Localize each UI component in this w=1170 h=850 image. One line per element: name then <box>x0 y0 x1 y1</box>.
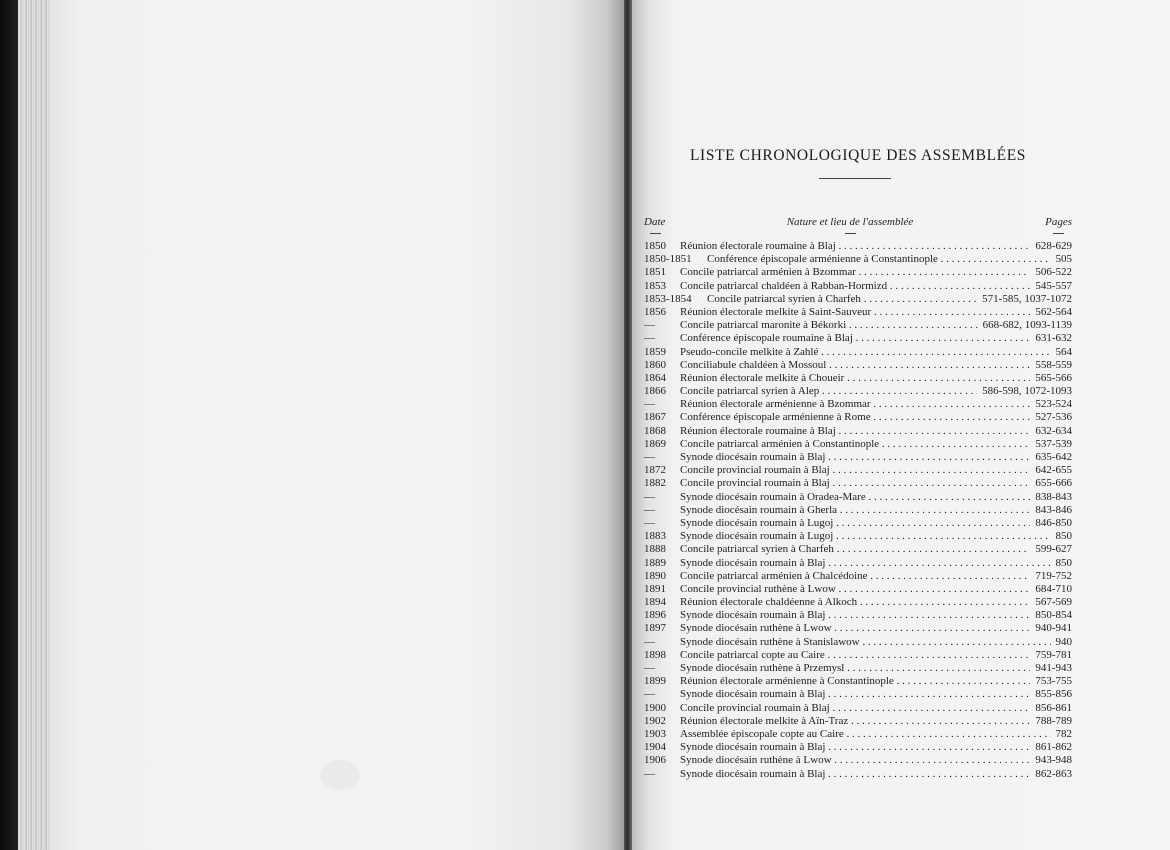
row-pages: 562-564 <box>1030 306 1072 319</box>
row-pages: 850-854 <box>1030 609 1072 622</box>
row-assembly: Concile provincial roumain à Blaj . . . <box>680 464 1072 477</box>
row-date: — <box>644 635 655 648</box>
row-date: 1872 <box>644 464 666 477</box>
title-rule <box>819 178 891 179</box>
row-assembly: Concile patriarcal maronite à Békorki . . . <box>680 319 1072 332</box>
row-assembly: Concile patriarcal syrien à Charfeh . . . <box>680 543 1072 556</box>
row-assembly: Conférence épiscopale roumaine à Blaj . . . <box>680 332 1072 345</box>
list-row <box>644 346 1072 359</box>
row-pages: 943-948 <box>1030 754 1072 767</box>
row-date: 1904 <box>644 741 666 754</box>
list-row <box>644 451 1072 464</box>
book-gutter <box>624 0 632 850</box>
row-pages: 940-941 <box>1030 622 1072 635</box>
row-pages: 843-846 <box>1030 504 1072 517</box>
list-row <box>644 240 1072 253</box>
row-pages: 655-666 <box>1030 477 1072 490</box>
row-date: 1860 <box>644 358 666 371</box>
row-assembly: Concile patriarcal syrien à Charfeh . . . <box>707 293 1072 306</box>
row-date: 1850-1851 <box>644 253 692 266</box>
row-assembly: Synode diocésain ruthène à Lwow . . . <box>680 754 1072 767</box>
list-row <box>644 675 1072 688</box>
row-date: 1898 <box>644 648 666 661</box>
row-pages: 537-539 <box>1030 438 1072 451</box>
row-date: 1888 <box>644 543 666 556</box>
row-assembly: Synode diocésain roumain à Blaj . . . <box>680 451 1072 464</box>
left-page-blank <box>50 0 625 850</box>
header-date: Date <box>644 216 666 228</box>
row-pages: 558-559 <box>1030 359 1072 372</box>
row-date: 1902 <box>644 714 666 727</box>
list-row <box>644 253 1072 266</box>
row-pages: 668-682, 1093-1139 <box>978 319 1072 332</box>
list-row <box>644 728 1072 741</box>
row-assembly: Concile patriarcal copte au Caire . . . <box>680 649 1072 662</box>
list-row <box>644 332 1072 345</box>
row-assembly: Synode diocésain roumain à Blaj . . . <box>680 557 1072 570</box>
list-row <box>644 530 1072 543</box>
row-assembly: Réunion électorale arménienne à Bzommar . . . <box>680 398 1072 411</box>
row-assembly: Assemblée épiscopale copte au Caire . . . <box>680 728 1072 741</box>
row-pages: 861-862 <box>1030 741 1072 754</box>
row-assembly: Concile patriarcal arménien à Constantinople . . . <box>680 438 1072 451</box>
list-row <box>644 557 1072 570</box>
list-row <box>644 398 1072 411</box>
row-date: 1850 <box>644 240 666 252</box>
row-pages: 684-710 <box>1030 583 1072 596</box>
row-pages: 642-655 <box>1030 464 1072 477</box>
row-date: — <box>644 490 655 503</box>
list-row <box>644 754 1072 767</box>
row-pages: 855-856 <box>1030 688 1072 701</box>
row-pages: 567-569 <box>1030 596 1072 609</box>
row-assembly: Conciliabule chaldéen à Mossoul . . . <box>680 359 1072 372</box>
row-assembly: Synode diocésain ruthène à Przemysl . . . <box>680 662 1072 675</box>
row-assembly: Synode diocésain roumain à Blaj . . . <box>680 741 1072 754</box>
row-assembly: Réunion électorale arménienne à Constantinople . . . <box>680 675 1072 688</box>
row-date: 1853-1854 <box>644 292 692 305</box>
page-title: LISTE CHRONOLOGIQUE DES ASSEMBLÉES <box>689 147 1026 164</box>
row-pages: 838-843 <box>1030 491 1072 504</box>
row-pages: 599-627 <box>1030 543 1072 556</box>
header-date-rule <box>650 233 661 234</box>
list-row <box>644 543 1072 556</box>
row-assembly: Réunion électorale melkite à Saint-Sauveur . . . <box>680 306 1072 319</box>
row-pages: 565-566 <box>1030 372 1072 385</box>
list-row <box>644 662 1072 675</box>
row-assembly: Conférence épiscopale arménienne à Constantinople . . . <box>707 253 1072 266</box>
row-assembly: Synode diocésain ruthène à Stanislawow . . . <box>680 636 1072 649</box>
row-date: — <box>644 398 655 411</box>
book-edge-dark <box>0 0 18 850</box>
row-assembly: Conférence épiscopale arménienne à Rome . . . <box>680 411 1072 424</box>
row-date: — <box>644 503 655 516</box>
row-pages: 506-522 <box>1030 266 1072 279</box>
list-row <box>644 636 1072 649</box>
row-assembly: Concile patriarcal syrien à Alep . . . <box>680 385 1072 398</box>
row-date: 1894 <box>644 596 666 609</box>
list-row <box>644 293 1072 306</box>
row-assembly: Réunion électorale melkite à Aïn-Traz . . . <box>680 715 1072 728</box>
row-date: — <box>644 516 655 529</box>
list-row <box>644 319 1072 332</box>
row-pages: 631-632 <box>1030 332 1072 345</box>
list-row <box>644 372 1072 385</box>
paper-stain <box>320 760 360 790</box>
row-assembly: Réunion électorale roumaine à Blaj . . . <box>680 240 1072 253</box>
row-pages: 635-642 <box>1030 451 1072 464</box>
row-date: 1890 <box>644 569 666 582</box>
assembly-list <box>644 240 1072 781</box>
row-date: — <box>644 451 655 463</box>
row-pages: 753-755 <box>1030 675 1072 688</box>
row-date: 1882 <box>644 477 666 490</box>
page-stack-edge <box>18 0 50 850</box>
list-row <box>644 504 1072 517</box>
list-row <box>644 570 1072 583</box>
row-pages: 564 <box>1051 346 1073 359</box>
row-date: — <box>644 767 655 780</box>
row-date: 1864 <box>644 371 666 384</box>
row-assembly: Synode diocésain ruthène à Lwow . . . <box>680 622 1072 635</box>
header-nature: Nature et lieu de l'assemblée <box>786 216 914 228</box>
row-pages: 941-943 <box>1030 662 1072 675</box>
row-date: 1868 <box>644 424 666 437</box>
list-row <box>644 609 1072 622</box>
list-row <box>644 715 1072 728</box>
row-date: 1869 <box>644 437 666 450</box>
row-assembly: Réunion électorale chaldéenne à Alkoch . . . <box>680 596 1072 609</box>
row-pages: 782 <box>1051 728 1073 741</box>
row-assembly: Synode diocésain roumain à Blaj . . . <box>680 609 1072 622</box>
row-date: 1897 <box>644 622 666 635</box>
row-assembly: Concile patriarcal arménien à Bzommar . . . <box>680 266 1072 279</box>
list-row <box>644 385 1072 398</box>
row-pages: 545-557 <box>1030 280 1072 293</box>
list-row <box>644 464 1072 477</box>
row-pages: 523-524 <box>1030 398 1072 411</box>
row-date: 1891 <box>644 582 666 595</box>
row-date: 1899 <box>644 675 666 688</box>
list-row <box>644 583 1072 596</box>
row-assembly: Concile patriarcal arménien à Chalcédoine . . . <box>680 570 1072 583</box>
header-pages: Pages <box>1045 216 1072 228</box>
row-date: 1889 <box>644 556 666 569</box>
row-date: 1859 <box>644 345 666 358</box>
row-date: 1896 <box>644 609 666 622</box>
list-row <box>644 438 1072 451</box>
list-row <box>644 768 1072 781</box>
header-pages-rule <box>1053 233 1064 234</box>
header-nature-rule <box>845 233 856 234</box>
row-pages: 759-781 <box>1030 649 1072 662</box>
row-assembly: Concile provincial roumain à Blaj . . . <box>680 702 1072 715</box>
list-row <box>644 596 1072 609</box>
list-row <box>644 517 1072 530</box>
row-date: 1903 <box>644 727 666 740</box>
list-row <box>644 477 1072 490</box>
row-pages: 505 <box>1051 253 1073 266</box>
list-row <box>644 741 1072 754</box>
list-row <box>644 411 1072 424</box>
row-pages: 850 <box>1051 557 1073 570</box>
list-row <box>644 359 1072 372</box>
row-pages: 586-598, 1072-1093 <box>977 385 1072 398</box>
row-pages: 846-850 <box>1030 517 1072 530</box>
row-assembly: Concile provincial ruthène à Lwow . . . <box>680 583 1072 596</box>
list-row <box>644 491 1072 504</box>
list-row <box>644 702 1072 715</box>
row-assembly: Synode diocésain roumain à Gherla . . . <box>680 504 1072 517</box>
list-row <box>644 649 1072 662</box>
row-date: 1883 <box>644 530 666 543</box>
row-date: 1906 <box>644 754 666 767</box>
list-row <box>644 266 1072 279</box>
list-row <box>644 622 1072 635</box>
row-date: 1900 <box>644 701 666 714</box>
row-assembly: Synode diocésain roumain à Lugoj . . . <box>680 530 1072 543</box>
row-assembly: Synode diocésain roumain à Blaj . . . <box>680 688 1072 701</box>
row-date: 1856 <box>644 305 666 318</box>
row-pages: 788-789 <box>1030 715 1072 728</box>
row-assembly: Synode diocésain roumain à Lugoj . . . <box>680 517 1072 530</box>
row-date: — <box>644 332 655 345</box>
row-assembly: Réunion électorale roumaine à Blaj . . . <box>680 425 1072 438</box>
row-pages: 527-536 <box>1030 411 1072 424</box>
row-assembly: Synode diocésain roumain à Oradea-Mare . . . <box>680 491 1072 504</box>
row-date: — <box>644 688 655 701</box>
row-pages: 719-752 <box>1030 570 1072 583</box>
row-date: — <box>644 662 655 674</box>
row-date: 1866 <box>644 385 666 398</box>
row-pages: 632-634 <box>1030 425 1072 438</box>
list-row <box>644 688 1072 701</box>
row-pages: 862-863 <box>1030 768 1072 781</box>
row-date: 1867 <box>644 411 666 424</box>
list-row <box>644 306 1072 319</box>
row-pages: 856-861 <box>1030 702 1072 715</box>
row-assembly: Réunion électorale melkite à Choueir . . . <box>680 372 1072 385</box>
row-pages: 628-629 <box>1030 240 1072 253</box>
row-assembly: Concile patriarcal chaldéen à Rabban-Hormizd . . . <box>680 280 1072 293</box>
row-assembly: Concile provincial roumain à Blaj . . . <box>680 477 1072 490</box>
list-row <box>644 280 1072 293</box>
row-date: 1851 <box>644 266 666 279</box>
row-pages: 571-585, 1037-1072 <box>977 293 1072 306</box>
row-pages: 940 <box>1051 636 1073 649</box>
row-pages: 850 <box>1051 530 1073 543</box>
list-row <box>644 425 1072 438</box>
row-assembly: Pseudo-concile melkite à Zahlé . . . <box>680 346 1072 359</box>
row-assembly: Synode diocésain roumain à Blaj . . . <box>680 768 1072 781</box>
row-date: 1853 <box>644 279 666 292</box>
row-date: — <box>644 319 655 332</box>
